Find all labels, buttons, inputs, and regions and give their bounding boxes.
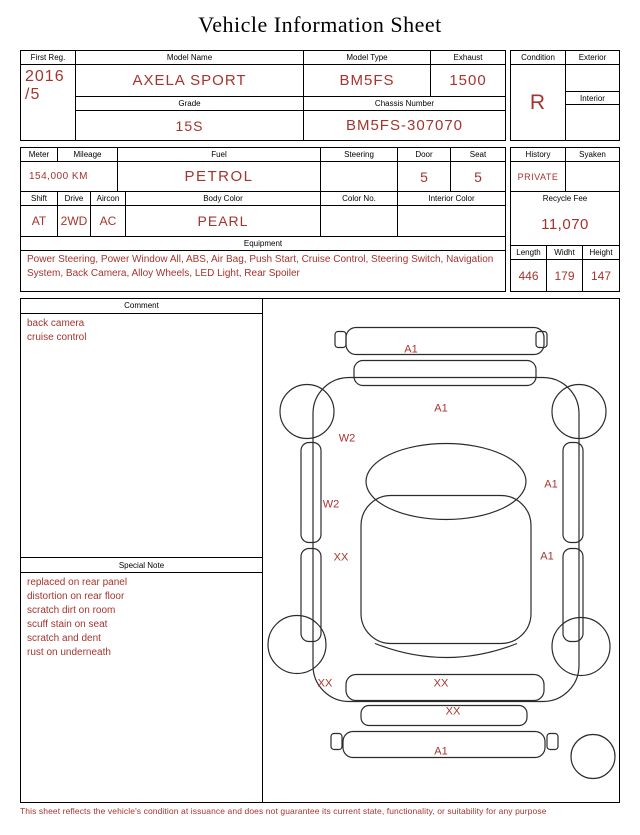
aircon-value: AC (91, 206, 126, 236)
front-bumper-shape (346, 328, 544, 355)
special-note-line: distortion on rear floor (27, 591, 125, 602)
right-rear-door-shape (563, 549, 583, 642)
disclaimer-text: This sheet reflects the vehicle's condition at issuance and does not guarantee its current state, functionality, or suitability for any purpose (20, 806, 547, 816)
comment-body (21, 314, 262, 557)
chassis-number-label: Chassis Number (374, 99, 435, 108)
condition-cell (511, 51, 566, 140)
exhaust-value: 1500 (449, 72, 487, 89)
aircon-label: Aircon (91, 192, 126, 205)
steering-label: Steering (321, 148, 398, 161)
left-front-door-shape (301, 443, 321, 543)
syaken-label: Syaken (579, 150, 606, 159)
exterior-interior-cell (566, 51, 619, 140)
damage-marker-a1: A1 (540, 550, 554, 563)
notes-column (21, 299, 263, 802)
exterior-label: Exterior (566, 51, 619, 65)
rear-panel-shape (361, 706, 527, 726)
exterior-value (566, 65, 619, 91)
color-no-label: Color No. (321, 192, 398, 205)
special-note-label: Special Note (21, 557, 262, 573)
rear-bumper-left-tab (331, 734, 342, 750)
damage-marker-xx: XX (433, 677, 449, 690)
steering-value (321, 162, 398, 191)
spec-section (20, 147, 620, 292)
grade-label: Grade (76, 97, 304, 110)
mileage-value: 154,000 KM (21, 162, 118, 191)
height-label: Height (589, 248, 613, 257)
header-section (20, 50, 620, 141)
body-color-label: Body Color (126, 192, 321, 205)
comment-line: cruise control (27, 332, 87, 343)
grade-value: 15S (76, 111, 304, 140)
door-value: 5 (398, 162, 451, 191)
windshield-shape (366, 444, 526, 520)
width-label: Widht (547, 246, 583, 259)
chassis-number-value: BM5FS-307070 (345, 117, 464, 134)
first-reg-value (21, 65, 75, 104)
spare-wheel (571, 735, 615, 779)
meter-label: Meter (21, 148, 58, 161)
length-value: 446 (511, 260, 547, 291)
interior-color-value (398, 206, 505, 236)
first-reg-label: First Reg. (21, 51, 75, 65)
damage-marker-a1: A1 (434, 402, 448, 415)
first-reg-year: 2016 (25, 68, 65, 85)
special-note-line: scratch dirt on room (27, 605, 116, 616)
door-label: Door (398, 148, 451, 161)
model-type-value: BM5FS (304, 65, 431, 96)
drive-label: Drive (58, 192, 91, 205)
rear-left-wheel (268, 616, 326, 674)
right-front-door-shape (563, 443, 583, 543)
shift-label: Shift (21, 192, 58, 205)
drive-value: 2WD (58, 206, 91, 236)
left-rear-door-shape (301, 549, 321, 642)
damage-marker-a1: A1 (404, 343, 418, 356)
mileage-label: Mileage (58, 148, 118, 161)
condition-label: Condition (511, 51, 565, 65)
height-value: 147 (590, 268, 612, 283)
comment-label: Comment (21, 299, 262, 314)
page-title: Vehicle Information Sheet (198, 12, 442, 37)
interior-value (566, 105, 619, 140)
equipment-value: Power Steering, Power Window All, ABS, Air Bag, Push Start, Cruise Control, Steering Switch, Navigation System, Back Camera, Alloy Wheels, LED Light, Rear Spoiler (27, 254, 494, 279)
history-label: History (511, 148, 566, 161)
front-left-wheel (280, 385, 334, 439)
damage-marker-w2: W2 (322, 498, 340, 511)
special-note-line: scuff stain on seat (27, 619, 108, 630)
first-reg-month: /5 (25, 85, 41, 103)
car-body-outline (313, 378, 579, 702)
fuel-label: Fuel (118, 148, 321, 161)
first-reg-cell (21, 51, 76, 140)
damage-marker-xx: XX (445, 705, 461, 718)
roof-shape (361, 496, 531, 644)
id-main-grid (76, 51, 505, 140)
condition-table (510, 50, 620, 141)
rear-bumper-right-tab (547, 734, 558, 750)
history-value: PRIVATE (511, 162, 566, 191)
rear-window-shape (375, 644, 517, 658)
special-note-body (21, 573, 262, 802)
equipment-label: Equipment (21, 237, 505, 251)
front-bumper-left-tab (335, 332, 346, 348)
main-section (20, 298, 620, 803)
length-label: Length (511, 246, 547, 259)
model-type-label: Model Type (304, 51, 431, 64)
interior-color-label: Interior Color (428, 194, 475, 203)
seat-value: 5 (474, 168, 482, 185)
vehicle-id-table (20, 50, 506, 141)
front-bumper-right-tab (536, 332, 547, 348)
model-name-value: AXELA SPORT (76, 65, 304, 96)
car-damage-diagram (263, 299, 619, 802)
condition-grade-value: R (529, 90, 547, 114)
body-color-value: PEARL (126, 206, 321, 236)
seat-label: Seat (469, 150, 487, 159)
damage-marker-w2: W2 (338, 432, 356, 445)
spec-table (20, 147, 506, 292)
recycle-fee-cell (511, 192, 619, 246)
recycle-fee-label: Recycle Fee (542, 194, 588, 203)
interior-label: Interior (566, 91, 619, 105)
shift-value: AT (21, 206, 58, 236)
rear-right-wheel (552, 618, 610, 676)
damage-marker-a1: A1 (544, 478, 558, 491)
special-note-line: replaced on rear panel (27, 577, 128, 588)
damage-marker-xx: XX (333, 551, 349, 564)
fuel-value: PETROL (118, 162, 321, 191)
exhaust-label: Exhaust (453, 53, 483, 62)
width-value: 179 (547, 260, 583, 291)
special-note-line: rust on underneath (27, 647, 111, 658)
damage-marker-xx: XX (317, 677, 333, 690)
syaken-value (566, 162, 619, 191)
comment-line: back camera (27, 318, 85, 329)
recycle-fee-value: 11,070 (541, 215, 589, 233)
history-fee-table (510, 147, 620, 292)
front-panel-shape (354, 361, 536, 386)
damage-marker-a1: A1 (434, 745, 448, 758)
color-no-value (321, 206, 398, 236)
special-note-line: scratch and dent (27, 633, 101, 644)
car-diagram-svg (263, 299, 619, 802)
model-name-label: Model Name (76, 51, 304, 64)
